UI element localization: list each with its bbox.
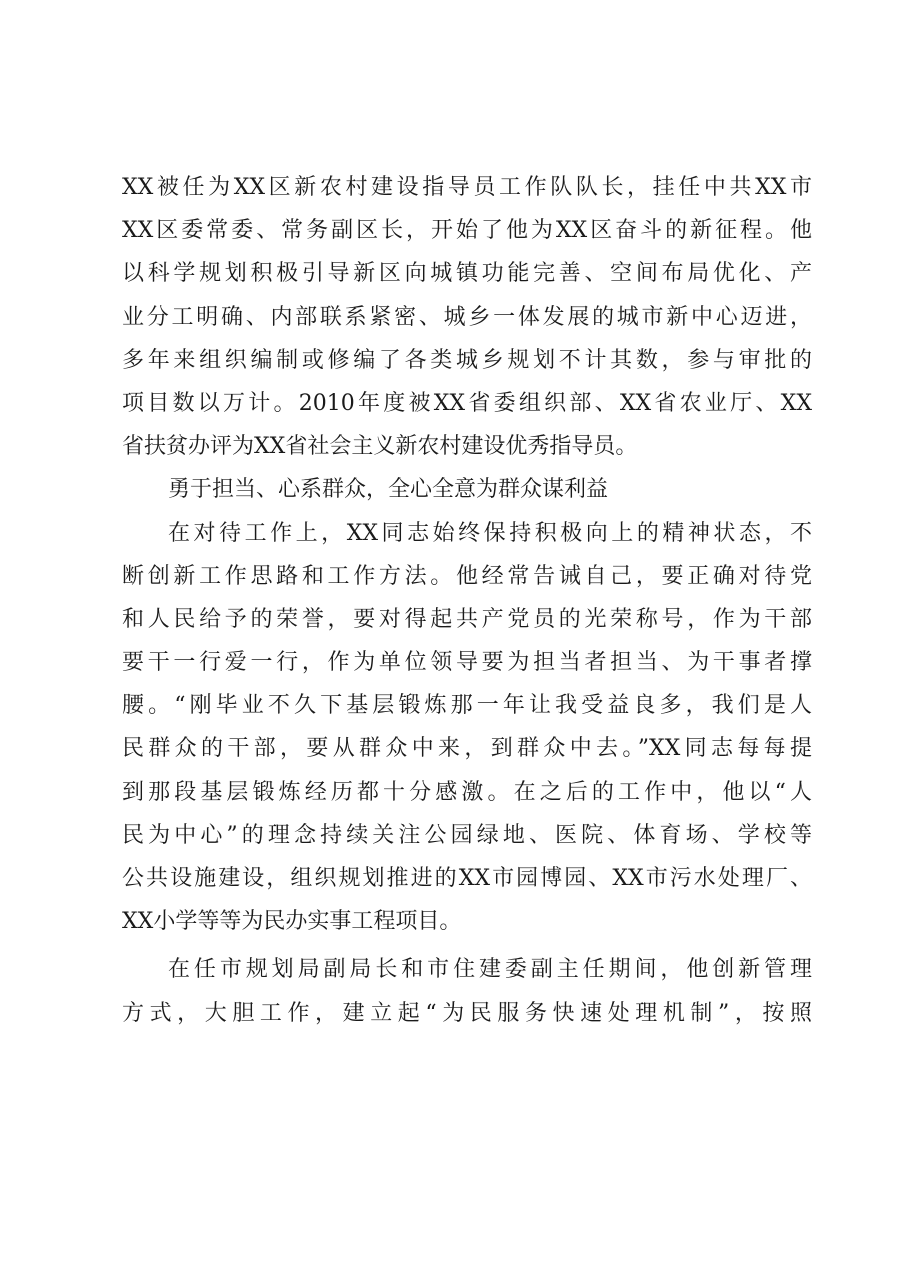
text-line: 民群众的干部，要从群众中来，到群众中去。”XX同志每每提 bbox=[122, 736, 812, 762]
text-line: 方式，大胆工作，建立起“为民服务快速处理机制”，按照 bbox=[122, 1000, 812, 1026]
text-line: XX小学等等为民办实事工程项目。 bbox=[122, 909, 462, 935]
section-heading: 勇于担当、心系群众，全心全意为群众谋利益 bbox=[168, 477, 609, 503]
text-line: 项目数以万计。2010年度被XX省委组织部、XX省农业厅、XX bbox=[122, 390, 812, 416]
text-line: 民为中心”的理念持续关注公园绿地、医院、体育场、学校等 bbox=[122, 822, 812, 848]
paragraph-3 bbox=[122, 948, 812, 1034]
text-line: 腰。“刚毕业不久下基层锻炼那一年让我受益良多，我们是人 bbox=[122, 693, 812, 719]
paragraph-2 bbox=[122, 512, 812, 944]
text-line: 要干一行爱一行，作为单位领导要为担当者担当、为干事者撑 bbox=[122, 650, 812, 676]
text-line: XX被任为XX区新农村建设指导员工作队队长，挂任中共XX市 bbox=[122, 175, 812, 200]
text-line: 业分工明确、内部联系紧密、城乡一体发展的城市新中心迈进， bbox=[122, 304, 812, 330]
text-line: 在任市规划局副局长和市住建委副主任期间，他创新管理 bbox=[168, 957, 812, 983]
text-line: XX区委常委、常务副区长，开始了他为XX区奋斗的新征程。他 bbox=[122, 218, 812, 244]
paragraph-1 bbox=[122, 166, 812, 468]
text-line: 和人民给予的荣誉，要对得起共产党员的光荣称号，作为干部 bbox=[122, 606, 812, 632]
text-line: 断创新工作思路和工作方法。他经常告诫自己，要正确对待党 bbox=[122, 563, 812, 589]
document-body bbox=[122, 166, 812, 1035]
text-line: 省扶贫办评为XX省社会主义新农村建设优秀指导员。 bbox=[122, 434, 638, 460]
text-line: 在对待工作上，XX同志始终保持积极向上的精神状态，不 bbox=[168, 520, 812, 546]
text-line: 公共设施建设，组织规划推进的XX市园博园、XX市污水处理厂、 bbox=[122, 866, 812, 891]
text-line: 多年来组织编制或修编了各类城乡规划不计其数，参与审批的 bbox=[122, 347, 812, 373]
text-line: 以科学规划积极引导新区向城镇功能完善、空间布局优化、产 bbox=[122, 261, 812, 287]
text-line: 到那段基层锻炼经历都十分感激。在之后的工作中，他以“人 bbox=[122, 779, 812, 805]
